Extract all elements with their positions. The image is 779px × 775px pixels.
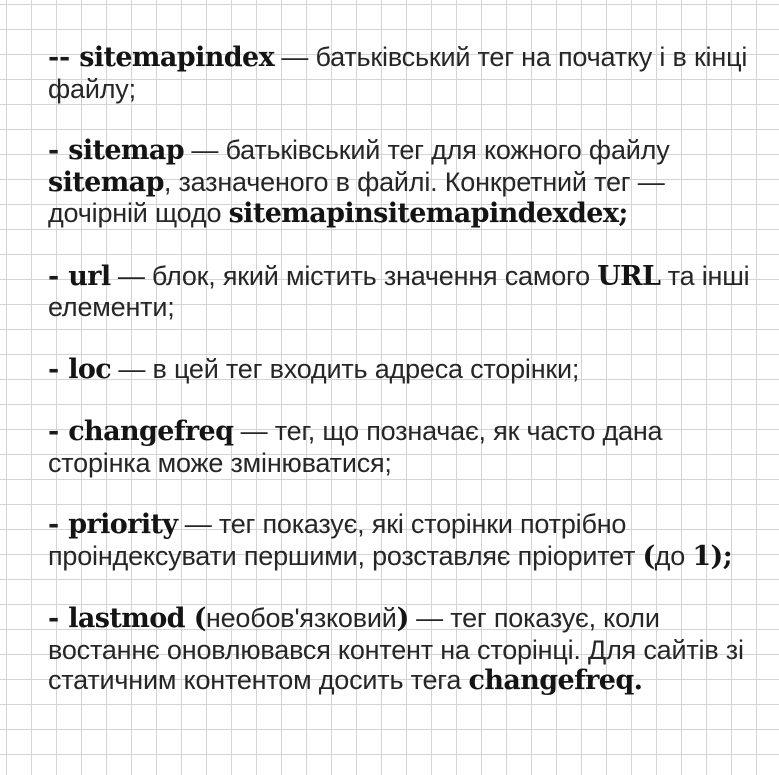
- tag-description: — тег показує, коли востаннє оновлювався контент на сторінці. Для сайтів зі статичним контентом досить тега: [48, 603, 744, 695]
- item-url: [48, 261, 760, 323]
- item-sitemapindex: [48, 42, 760, 104]
- tag-name-inline: 1);: [692, 540, 733, 572]
- item-prefix: -: [48, 135, 69, 166]
- sitemap-tags-list: [48, 42, 760, 697]
- item-changefreq: [48, 416, 760, 478]
- tag-name: url: [68, 260, 111, 292]
- tag-description: — тег, що позначає, як часто дана сторінка може змінюватися;: [48, 416, 663, 478]
- tag-name-inline: ): [396, 603, 409, 634]
- tag-description: до: [654, 540, 693, 571]
- item-loc: [48, 354, 760, 386]
- item-prefix: -: [48, 353, 69, 385]
- tag-name: sitemap: [68, 135, 185, 166]
- tag-name-inline: (: [642, 540, 655, 572]
- tag-name-inline: sitemapinsitemapindexdex;: [228, 198, 628, 229]
- tag-description: та інші елементи;: [48, 260, 750, 322]
- tag-description: — в цей тег входить адреса сторінки;: [111, 353, 580, 384]
- item-prefix: -: [48, 603, 69, 634]
- tag-name-inline: sitemap: [48, 166, 164, 198]
- tag-description: , зазначеного в файлі. Конкретний тег — дочірній щодо: [48, 166, 665, 228]
- item-prefix: -: [48, 260, 69, 292]
- tag-description: — батьківський тег на початку і в кінці файлу;: [48, 42, 748, 104]
- item-prefix: -: [48, 416, 69, 447]
- tag-description: необов'язковий: [205, 603, 397, 633]
- tag-name-inline: URL: [597, 260, 661, 292]
- item-lastmod: [48, 603, 760, 697]
- item-priority: [48, 509, 760, 572]
- tag-description: — тег показує, які сторінки потрібно проіндексувати першими, розставляє пріоритет: [48, 509, 643, 571]
- tag-description: — блок, який містить значення самого: [110, 260, 598, 291]
- tag-name: changefreq: [68, 416, 234, 447]
- tag-name: sitemapindex: [79, 42, 275, 73]
- tag-name-inline: changefreq.: [468, 665, 643, 696]
- item-prefix: -: [48, 509, 69, 540]
- tag-name: lastmod (: [68, 603, 206, 634]
- item-sitemap: [48, 135, 760, 230]
- tag-name: priority: [68, 509, 178, 540]
- tag-description: — батьківський тег для кожного файлу: [184, 135, 670, 165]
- item-prefix: --: [48, 42, 80, 73]
- tag-name: loc: [68, 353, 112, 385]
